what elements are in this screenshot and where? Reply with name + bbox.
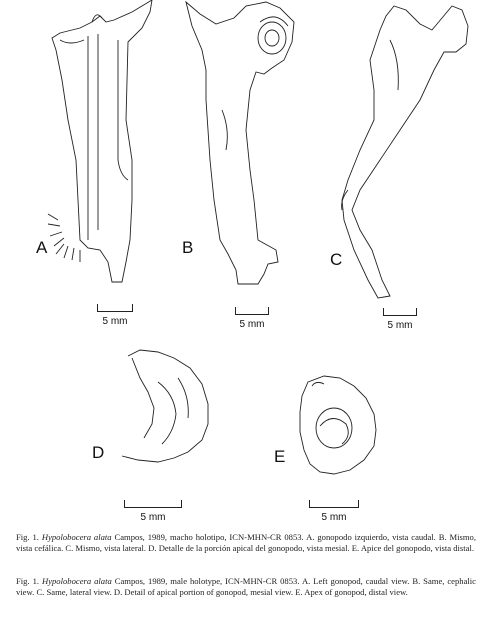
panel-label-a: A [36,238,48,257]
panel-label-e: E [274,447,286,466]
scale-bar-line [97,304,133,312]
panel-label-d: D [92,443,105,462]
caption-text: Campos, 1989, male holotype, ICN-MHN-CR 0853. A. Left gonopod, caudal view. B. Same, cephalic view. C. Same, lateral view. D. Detail of apical portion of gonopod, mesial view. E. Apex of gonopod, distal view. [16,576,476,598]
gonopod-drawing-b [180,0,300,285]
caption-text: Campos, 1989, macho holotipo, ICN-MHN-CR 0853. A. gonopodo izquierdo, vista caudal. B. Mismo, vista cefálica. C. Mismo, vista lateral. D. Detalle de la porción apical del gonopodo, vista mesial. E. Apice del gonopodo, vista distal. [16,532,476,554]
gonopod-drawing-a [40,0,160,285]
caption-taxon: Hypolobocera alata [41,576,112,586]
caption-fig-number: Fig. 1. [16,576,40,586]
scale-bar-label: 5 mm [321,512,347,523]
caption-fig-number: Fig. 1. [16,532,39,542]
scale-bar-label: 5 mm [387,320,413,331]
scale-bar-label: 5 mm [239,319,265,330]
gonopod-drawing-e [290,372,390,482]
scale-bar-label: 5 mm [102,316,128,327]
scale-bar-line [309,500,359,508]
caption-spanish [16,532,476,555]
caption-english [16,576,476,599]
panel-label-c: C [330,250,343,269]
panel-label-b: B [182,238,194,257]
scale-bar-label: 5 mm [140,512,166,523]
gonopod-drawing-d [118,348,218,468]
scale-bar-line [124,500,182,508]
scale-bar-line [383,308,417,316]
caption-taxon: Hypolobocera alata [41,532,112,542]
gonopod-drawing-c [330,0,480,300]
scale-bar-line [235,307,269,315]
